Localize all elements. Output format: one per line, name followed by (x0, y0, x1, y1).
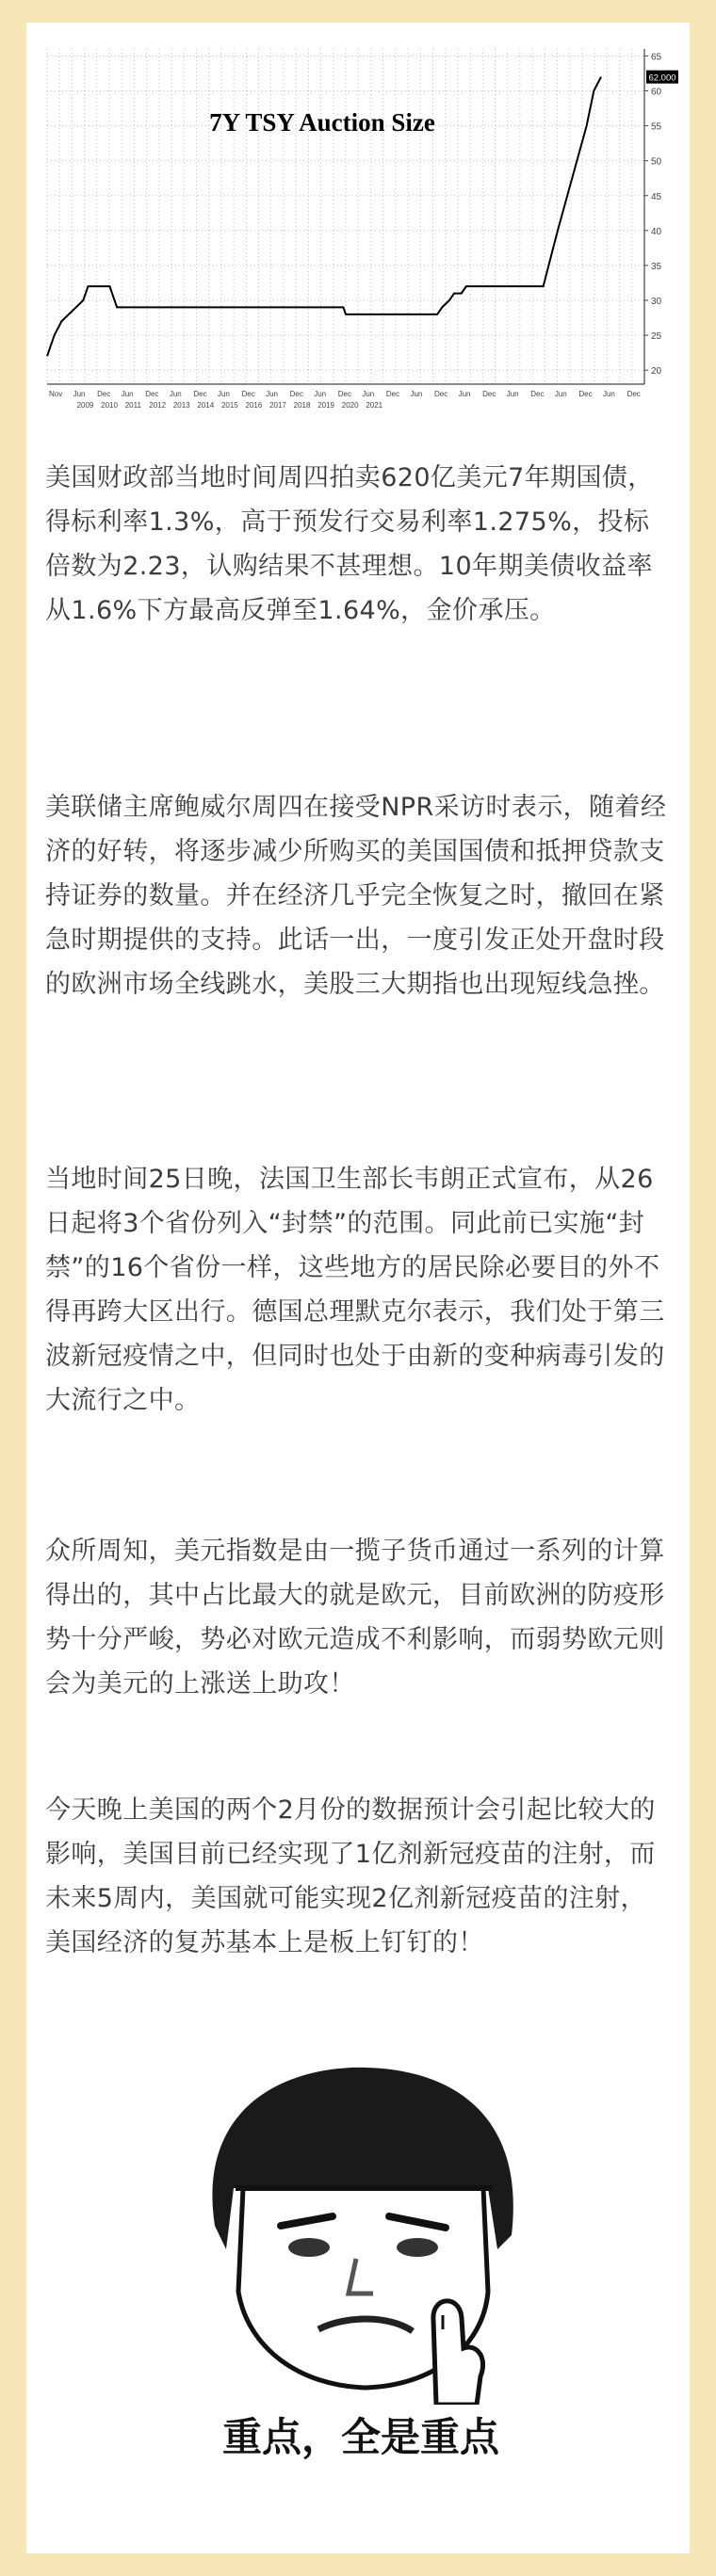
paragraph-5: 今天晚上美国的两个2月份的数据预计会引起比较大的影响，美国目前已经实现了1亿剂新冠疫苗的注射，而未来5周内，美国就可能实现2亿剂新冠疫苗的注射，美国经济的复苏基本上是板上钉钉的！ (45, 1795, 656, 1957)
x-tick-label-month: Jun (169, 390, 182, 398)
x-tick-label-month: Jun (314, 390, 327, 398)
chart-title: 7Y TSY Auction Size (209, 108, 435, 137)
x-tick-label-month: Dec (626, 390, 641, 398)
x-tick-label-year: 2015 (220, 401, 238, 410)
x-tick-label-month: Dec (385, 390, 400, 398)
x-tick-label-year: 2021 (366, 401, 383, 410)
x-tick-label-year: 2014 (197, 401, 215, 410)
auction-size-chart (40, 41, 680, 418)
x-tick-label-year: 2010 (101, 401, 118, 410)
x-tick-label-month: Nov (49, 390, 63, 398)
y-tick-label: 25 (651, 331, 662, 343)
x-tick-label-year: 2013 (172, 401, 190, 410)
chart-svg (40, 41, 680, 418)
article-card (26, 23, 690, 2553)
x-tick-label-year: 2019 (317, 401, 335, 410)
x-tick-label-month: Jun (410, 390, 423, 398)
x-tick-label-year: 2012 (149, 401, 167, 410)
meme-sticker (177, 2047, 545, 2489)
paragraph-1: 美国财政部当地时间周四拍卖620亿美元7年期国债，得标利率1.3%，高于预发行交易利率1.275%，投标倍数为2.23，认购结果不甚理想。10年期美债收益率从1.6%下方最高反弹至1.64%，金价承压。 (45, 463, 654, 625)
y-tick-label: 35 (651, 261, 662, 272)
x-tick-label-month: Jun (73, 390, 86, 398)
x-tick-label-year: 2009 (76, 401, 94, 410)
x-tick-label-month: Dec (97, 390, 111, 398)
paragraph-2: 美联储主席鲍威尔周四在接受NPR采访时表示，随着经济的好转，将逐步减少所购买的美国国债和抵押贷款支持证券的数量。并在经济几乎完全恢复之时，撤回在紧急时期提供的支持。此话一出，一度引发正处开盘时段的欧洲市场全线跳水，美股三大期指也出现短线急挫。 (45, 793, 667, 999)
x-tick-label-month: Dec (241, 390, 255, 398)
y-tick-label: 20 (651, 366, 662, 378)
x-tick-label-year: 2020 (341, 401, 359, 410)
x-tick-label-month: Jun (458, 390, 471, 398)
x-tick-label-month: Dec (482, 390, 496, 398)
x-tick-label-month: Dec (145, 390, 159, 398)
x-tick-label-month: Dec (289, 390, 303, 398)
meme-caption: 重点，全是重点 (221, 2414, 499, 2460)
x-tick-label-month: Jun (121, 390, 134, 398)
x-tick-label-month: Dec (193, 390, 207, 398)
y-tick-label: 45 (651, 191, 662, 202)
x-tick-label-month: Dec (337, 390, 352, 398)
meme-face-image (177, 2047, 545, 2405)
x-tick-label-month: Jun (602, 390, 615, 398)
last-value-label: 62.000 (648, 72, 676, 84)
x-tick-label-month: Jun (266, 390, 278, 398)
x-tick-label-year: 2016 (245, 401, 263, 410)
x-tick-label-month: Dec (434, 390, 448, 398)
y-tick-label: 65 (651, 52, 662, 63)
x-tick-label-year: 2018 (293, 401, 311, 410)
x-tick-label-year: 2017 (269, 401, 286, 410)
x-tick-label-year: 2011 (124, 401, 141, 410)
y-tick-label: 30 (651, 297, 662, 307)
x-tick-label-month: Dec (578, 390, 593, 398)
x-tick-label-month: Jun (217, 390, 230, 398)
paragraph-4: 众所周知，美元指数是由一揽子货币通过一系列的计算得出的，其中占比最大的就是欧元，目前欧洲的防疫形势十分严峻，势必对欧元造成不利影响，而弱势欧元则会为美元的上涨送上助攻！ (45, 1537, 665, 1699)
x-tick-label-month: Jun (362, 390, 375, 398)
y-tick-label: 40 (651, 226, 662, 237)
y-tick-label: 50 (651, 156, 662, 168)
paragraph-3: 当地时间25日晚，法国卫生部长韦朗正式宣布，从26日起将3个省份列入“封禁”的范围。同此前已实施“封禁”的16个省份一样，这些地方的居民除必要目的外不得再跨大区出行。德国总理默克尔表示，我们处于第三波新冠疫情之中，但同时也处于由新的变种病毒引发的大流行之中。 (45, 1165, 665, 1415)
y-tick-label: 55 (651, 121, 662, 133)
x-tick-label-month: Jun (506, 390, 519, 398)
y-tick-label: 60 (651, 87, 662, 98)
x-tick-label-month: Jun (554, 390, 567, 398)
x-tick-label-month: Dec (530, 390, 545, 398)
